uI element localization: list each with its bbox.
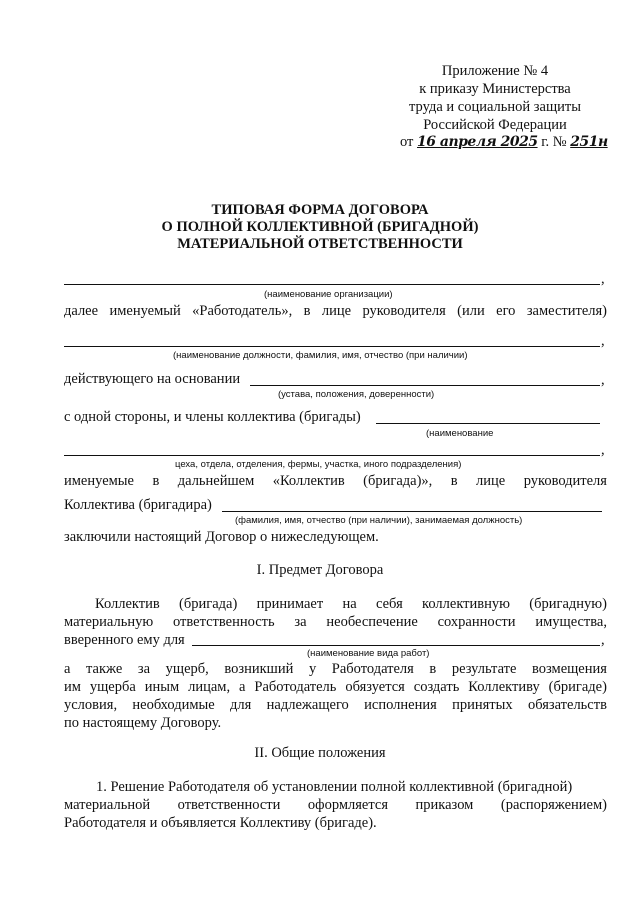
- word: возникший: [224, 661, 294, 677]
- title-line-2: О ПОЛНОЙ КОЛЛЕКТИВНОЙ (БРИГАДНОЙ): [161, 219, 479, 235]
- section-1-p2-line-3: [64, 696, 607, 714]
- word: материальную: [64, 614, 154, 630]
- hint-division: цеха, отдела, отделения, фермы, участка, иного подразделения): [175, 459, 462, 470]
- word: за: [137, 661, 151, 677]
- handwritten-date: 16 апреля 2025: [417, 134, 538, 150]
- word: ответственности: [177, 797, 281, 813]
- concluded-text: заключили настоящий Договор о нижеследующем.: [64, 529, 379, 545]
- acting-basis-label: действующего на основании: [64, 371, 241, 387]
- word: материальной: [64, 797, 151, 813]
- word: ответственность: [173, 614, 275, 630]
- hint-organization: (наименование организации): [264, 289, 393, 300]
- word: за: [294, 614, 307, 630]
- one-side-label: с одной стороны, и члены коллектива (бригады): [64, 409, 361, 425]
- hint-fio: (фамилия, имя, отчество (при наличии), занимаемая должность): [235, 515, 523, 526]
- word: ущерба: [89, 679, 136, 695]
- word: обязательств: [527, 697, 607, 713]
- section-1-p1-line-2: [64, 613, 607, 631]
- word: Работодателя: [331, 661, 414, 677]
- handwritten-number: 251н: [570, 134, 608, 150]
- title-line-3: МАТЕРИАЛЬНОЙ ОТВЕТСТВЕННОСТИ: [177, 236, 463, 252]
- word: себя: [376, 596, 403, 612]
- collective-head-label: Коллектива (бригадира): [64, 497, 212, 513]
- comma: ,: [601, 632, 605, 648]
- section-2-heading: II. Общие положения: [254, 745, 386, 761]
- word: руководителя: [362, 303, 446, 319]
- word: лице: [321, 303, 352, 319]
- word: (бригаде): [548, 679, 607, 695]
- word: лицам,: [188, 679, 231, 695]
- section-2-p1-line-2: [64, 796, 607, 814]
- annex-line-3: труда и социальной защиты: [409, 99, 581, 115]
- word: дальнейшем: [177, 473, 255, 489]
- word: лице: [476, 473, 506, 489]
- word: (или: [457, 303, 485, 319]
- word: руководителя: [523, 473, 607, 489]
- title-line-1: ТИПОВАЯ ФОРМА ДОГОВОРА: [211, 202, 429, 218]
- division-blank-line: [64, 455, 600, 456]
- word: имущества,: [535, 614, 607, 630]
- hint-position: (наименование должности, фамилия, имя, отчество (при наличии): [173, 350, 468, 361]
- from-label: от: [400, 134, 414, 150]
- word: коллективную: [422, 596, 510, 612]
- comma: ,: [601, 442, 605, 458]
- word: возмещения: [532, 661, 607, 677]
- word: Работодатель: [254, 679, 337, 695]
- hint-basis: (устава, положения, доверенности): [278, 389, 435, 400]
- section-2-p1-line-1: 1. Решение Работодателя об установлении полной коллективной (бригадной): [96, 779, 573, 795]
- employer-line: [64, 302, 607, 320]
- word: заместителя): [526, 303, 607, 319]
- word: оформляется: [307, 797, 388, 813]
- word: в: [429, 661, 437, 677]
- word: у: [308, 661, 317, 677]
- comma: ,: [601, 333, 605, 349]
- work-blank-line: [192, 645, 600, 646]
- section-1-p1-line-3: вверенного ему для: [64, 632, 185, 648]
- word: необходимые: [132, 697, 215, 713]
- comma: ,: [601, 372, 605, 388]
- word: именуемые: [64, 473, 134, 489]
- collective-blank-line: [376, 423, 600, 424]
- word: на: [342, 596, 357, 612]
- org-blank-line: [64, 284, 600, 285]
- annex-line-2: к приказу Министерства: [419, 81, 571, 97]
- word: а: [239, 679, 246, 695]
- section-1-p2-line-2: [64, 678, 607, 696]
- word: в: [303, 303, 311, 319]
- word: результате: [451, 661, 517, 677]
- annex-date-line: [400, 133, 608, 151]
- word: «Работодатель»,: [192, 303, 293, 319]
- section-1-heading: I. Предмет Договора: [256, 562, 384, 578]
- word: именуемый: [109, 303, 181, 319]
- position-blank-line: [64, 346, 600, 347]
- word: обязуется: [345, 679, 405, 695]
- annex-line-1: Приложение № 4: [441, 63, 549, 79]
- section-1-p2-line-1: [64, 660, 607, 678]
- word: надлежащего: [266, 697, 349, 713]
- hint-work: (наименование вида работ): [307, 648, 430, 659]
- word: Коллектив: [95, 596, 160, 612]
- word: далее: [64, 303, 99, 319]
- word: (бригада)»,: [363, 473, 433, 489]
- comma: ,: [601, 271, 605, 287]
- word: а: [64, 661, 71, 677]
- named-collective-line: [64, 472, 607, 490]
- section-2-p1-line-3: Работодателя и объявляется Коллективу (бригаде).: [64, 815, 377, 831]
- word: исполнения: [364, 697, 437, 713]
- word: им: [64, 679, 81, 695]
- word: для: [230, 697, 252, 713]
- word: иным: [144, 679, 180, 695]
- word: в: [152, 473, 160, 489]
- word: Коллективу: [468, 679, 540, 695]
- section-1-p2-line-4: по настоящему Договору.: [64, 715, 222, 731]
- word: (бригада): [179, 596, 238, 612]
- year-number-label: г. №: [541, 134, 567, 150]
- word: создать: [413, 679, 460, 695]
- section-1-p1-line-1: [95, 595, 607, 613]
- hint-name: (наименование: [426, 428, 494, 439]
- word: ущерб,: [165, 661, 209, 677]
- word: приказом: [415, 797, 474, 813]
- word: принятых: [452, 697, 513, 713]
- word: (распоряжением): [500, 797, 607, 813]
- word: «Коллектив: [272, 473, 345, 489]
- word: (бригадную): [529, 596, 607, 612]
- word: сохранности: [437, 614, 516, 630]
- word: условия,: [64, 697, 118, 713]
- word: его: [496, 303, 516, 319]
- word: также: [86, 661, 123, 677]
- head-blank-line: [222, 511, 602, 512]
- word: в: [450, 473, 458, 489]
- annex-line-4: Российской Федерации: [423, 117, 567, 133]
- word: принимает: [256, 596, 324, 612]
- basis-blank-line: [250, 385, 600, 386]
- word: необеспечение: [326, 614, 418, 630]
